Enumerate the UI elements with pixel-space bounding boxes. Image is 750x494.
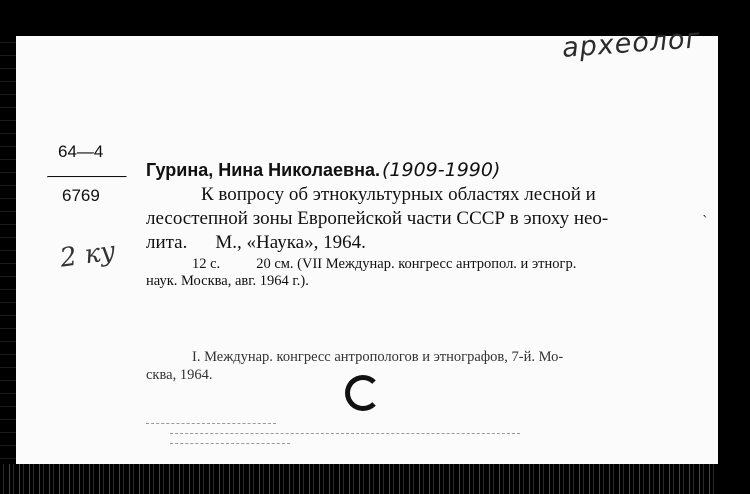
title-line-3 xyxy=(146,232,366,254)
scan-edge-left xyxy=(0,36,16,464)
imprint: М., «Наука», 1964. xyxy=(215,232,366,253)
tracing-line-2: сква, 1964. xyxy=(146,367,213,383)
collation-line-2: наук. Москва, авг. 1964 г.). xyxy=(146,273,309,289)
handwritten-subject-label: археолог xyxy=(561,23,702,64)
page-count: 12 с. xyxy=(192,256,221,272)
collation-series: 20 см. (VII Междунар. конгресс антропол. и этногр. xyxy=(256,256,577,272)
author-name: Гурина, Нина Николаевна. xyxy=(146,160,380,180)
life-dates: (1909-1990) xyxy=(381,159,501,181)
shelfmark-rule xyxy=(47,176,127,178)
faint-line xyxy=(146,423,276,424)
scan-edge-right xyxy=(718,36,750,494)
caret-mark: ` xyxy=(702,214,709,230)
stamp-mark xyxy=(345,375,381,411)
scan-edge-bottom xyxy=(0,464,718,494)
title-line-1: К вопросу об этнокультурных областях лесной и xyxy=(201,184,596,205)
shelfmark-top: 64—4 xyxy=(58,142,104,161)
collation-line-1 xyxy=(192,256,576,273)
tracing-line-1: I. Междунар. конгресс антропологов и этнографов, 7-й. Мо- xyxy=(192,349,564,365)
heading-line xyxy=(146,159,500,182)
title-end-word: лита. xyxy=(146,232,188,253)
shelfmark-bottom: 6769 xyxy=(62,186,100,205)
faint-line xyxy=(170,443,290,444)
title-line-2: лесостепной зоны Европейской части СССР в эпоху нео- xyxy=(146,208,609,229)
margin-note: 2 ку xyxy=(58,236,118,274)
faint-line xyxy=(170,433,520,434)
